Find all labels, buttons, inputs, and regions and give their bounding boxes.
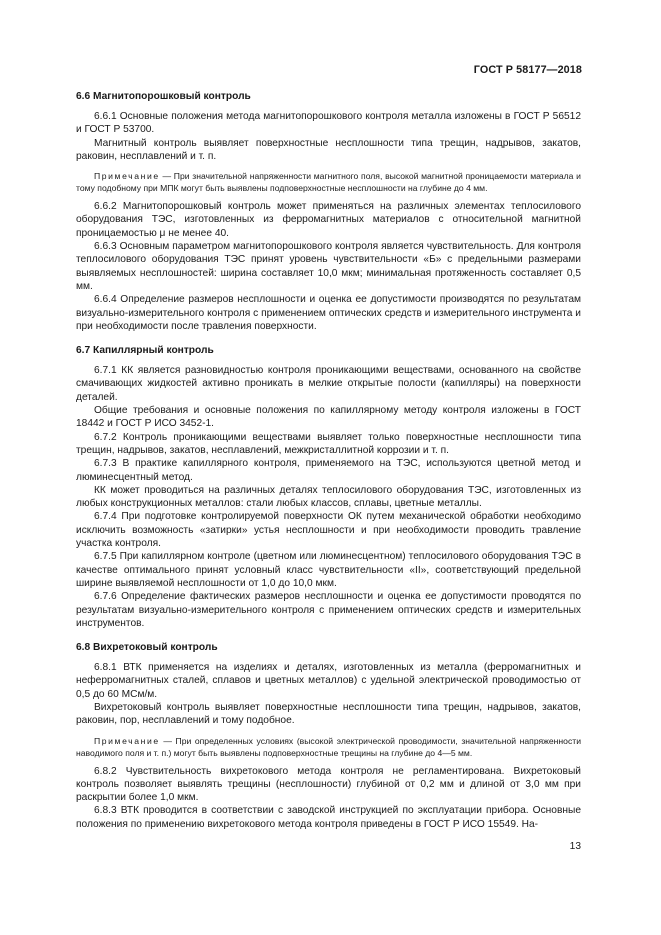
paragraph: 6.7.4 При подготовке контролируемой поверхности ОК путем механической обработки необходимо исключить возможность «затирки» устья несплошности и при необходимости проводить травление участка контроля.: [76, 511, 581, 550]
paragraph: Магнитный контроль выявляет поверхностные несплошности типа трещин, надрывов, закатов, раковин, несплавлений и т. п.: [76, 137, 581, 162]
paragraph: 6.6.4 Определение размеров несплошности и оценка ее допустимости производятся по результатам визуально-измерительного контроля с применением оптических средств и измерительного инструмента и при необходимости после травления поверхности.: [76, 294, 581, 332]
paragraph: 6.7.2 Контроль проникающими веществами выявляет только поверхностные несплошности типа трещин, надрывов, закатов, несплавлений, межкристаллитной коррозии и т. п.: [76, 431, 581, 456]
note-label: Примечание: [94, 735, 160, 746]
note-label: Примечание: [94, 171, 160, 182]
paragraph: Вихретоковый контроль выявляет поверхностные несплошности типа трещин, надрывов, закатов, раковин, пор, несплавлений и тому подобное.: [76, 701, 581, 727]
paragraph: 6.8.3 ВТК проводится в соответствии с заводской инструкцией по эксплуатации прибора. Основные положения по применению вихретокового метода контроля приведены в ГОСТ Р ИСО 15549. На-: [76, 805, 581, 830]
paragraph: 6.7.6 Определение фактических размеров несплошности и оценка ее допустимости проводятся по результатам визуально-измерительного контроля с применением оптических средств и измерительных инструментов.: [76, 591, 581, 629]
paragraph: 6.6.3 Основным параметром магнитопорошкового контроля является чувствительность. Для контроля теплосилового оборудования ТЭС принят уровень чувствительности «Б» с предельными размерами выявляемых несплошностей: ширина составляет 10,0 мкм; минимальная протяженность составляет 0,5 мм.: [76, 241, 581, 292]
note-text: — При определенных условиях (высокой электрической проводимости, значительной напряженности наводимого поля и т. п.) могут быть выявлены подповерхностные трещины на глубине до 4—5 мм.: [76, 735, 581, 758]
paragraph: 6.8.2 Чувствительность вихретокового метода контроля не регламентирована. Вихретоковый контроль позволяет выявлять трещины (несплошности) глубиной от 0,2 мм и длиной от 3,0 мм при раскрытии более 1,0 мкм.: [76, 765, 581, 804]
paragraph: КК может проводиться на различных деталях теплосилового оборудования ТЭС, изготовленных из любых конструкционных металлов: стали любых классов, сплавы, цветные металлы.: [76, 484, 581, 510]
note: [76, 735, 581, 759]
section-title: 6.7 Капиллярный контроль: [76, 345, 214, 357]
paragraph: 6.6.1 Основные положения метода магнитопорошкового контроля металла изложены в ГОСТ Р 56512 и ГОСТ Р 53700.: [76, 111, 581, 136]
note: [76, 170, 581, 194]
section-title: 6.6 Магнитопорошковый контроль: [76, 91, 251, 102]
paragraph: 6.7.5 При капиллярном контроле (цветном или люминесцентном) теплосилового оборудования ТЭС в качестве оптимального принят условный класс чувствительности «II», соответствующий предельной ширине выявляемой несплошности от 1,0 до 10,0 мкм.: [76, 551, 581, 589]
paragraph: 6.8.1 ВТК применяется на изделиях и деталях, изготовленных из металла (ферромагнитных и неферромагнитных сталей, сплавов и цветных металлов) с удельной электрической проводимостью от 0,5 до 60 МСм/м.: [76, 662, 581, 700]
paragraph: 6.7.3 В практике капиллярного контроля, применяемого на ТЭС, используются цветной метод и люминесцентный метод.: [76, 458, 581, 483]
section-title: 6.8 Вихретоковый контроль: [76, 642, 218, 654]
paragraph: 6.7.1 КК является разновидностью контроля проникающими веществами, основанного на свойстве смачивающих жидкостей активно проникать в мелкие открытые полости (капилляры) на поверхности деталей.: [76, 365, 581, 403]
section-capillary: [76, 344, 581, 630]
paragraph: 6.6.2 Магнитопорошковый контроль может применяться на различных элементах теплосилового оборудования ТЭС, изготовленных из ферромагнитных материалов с относительной магнитной проницаемостью μ не менее 40.: [76, 201, 581, 239]
section-eddy-current: [76, 641, 581, 831]
page-number: 13: [569, 841, 581, 852]
section-magnetic-particle: [76, 90, 581, 333]
document-code: ГОСТ Р 58177—2018: [473, 64, 582, 76]
page-content: [76, 90, 581, 831]
note-text: — При значительной напряженности магнитного поля, высокой магнитной проницаемости материала и тому подобному при МПК могут быть выявлены подповерхностные несплошности на глубине до 4 мм.: [76, 171, 581, 194]
paragraph: Общие требования и основные положения по капиллярному методу контроля изложены в ГОСТ 18442 и ГОСТ Р ИСО 3452-1.: [76, 405, 581, 430]
